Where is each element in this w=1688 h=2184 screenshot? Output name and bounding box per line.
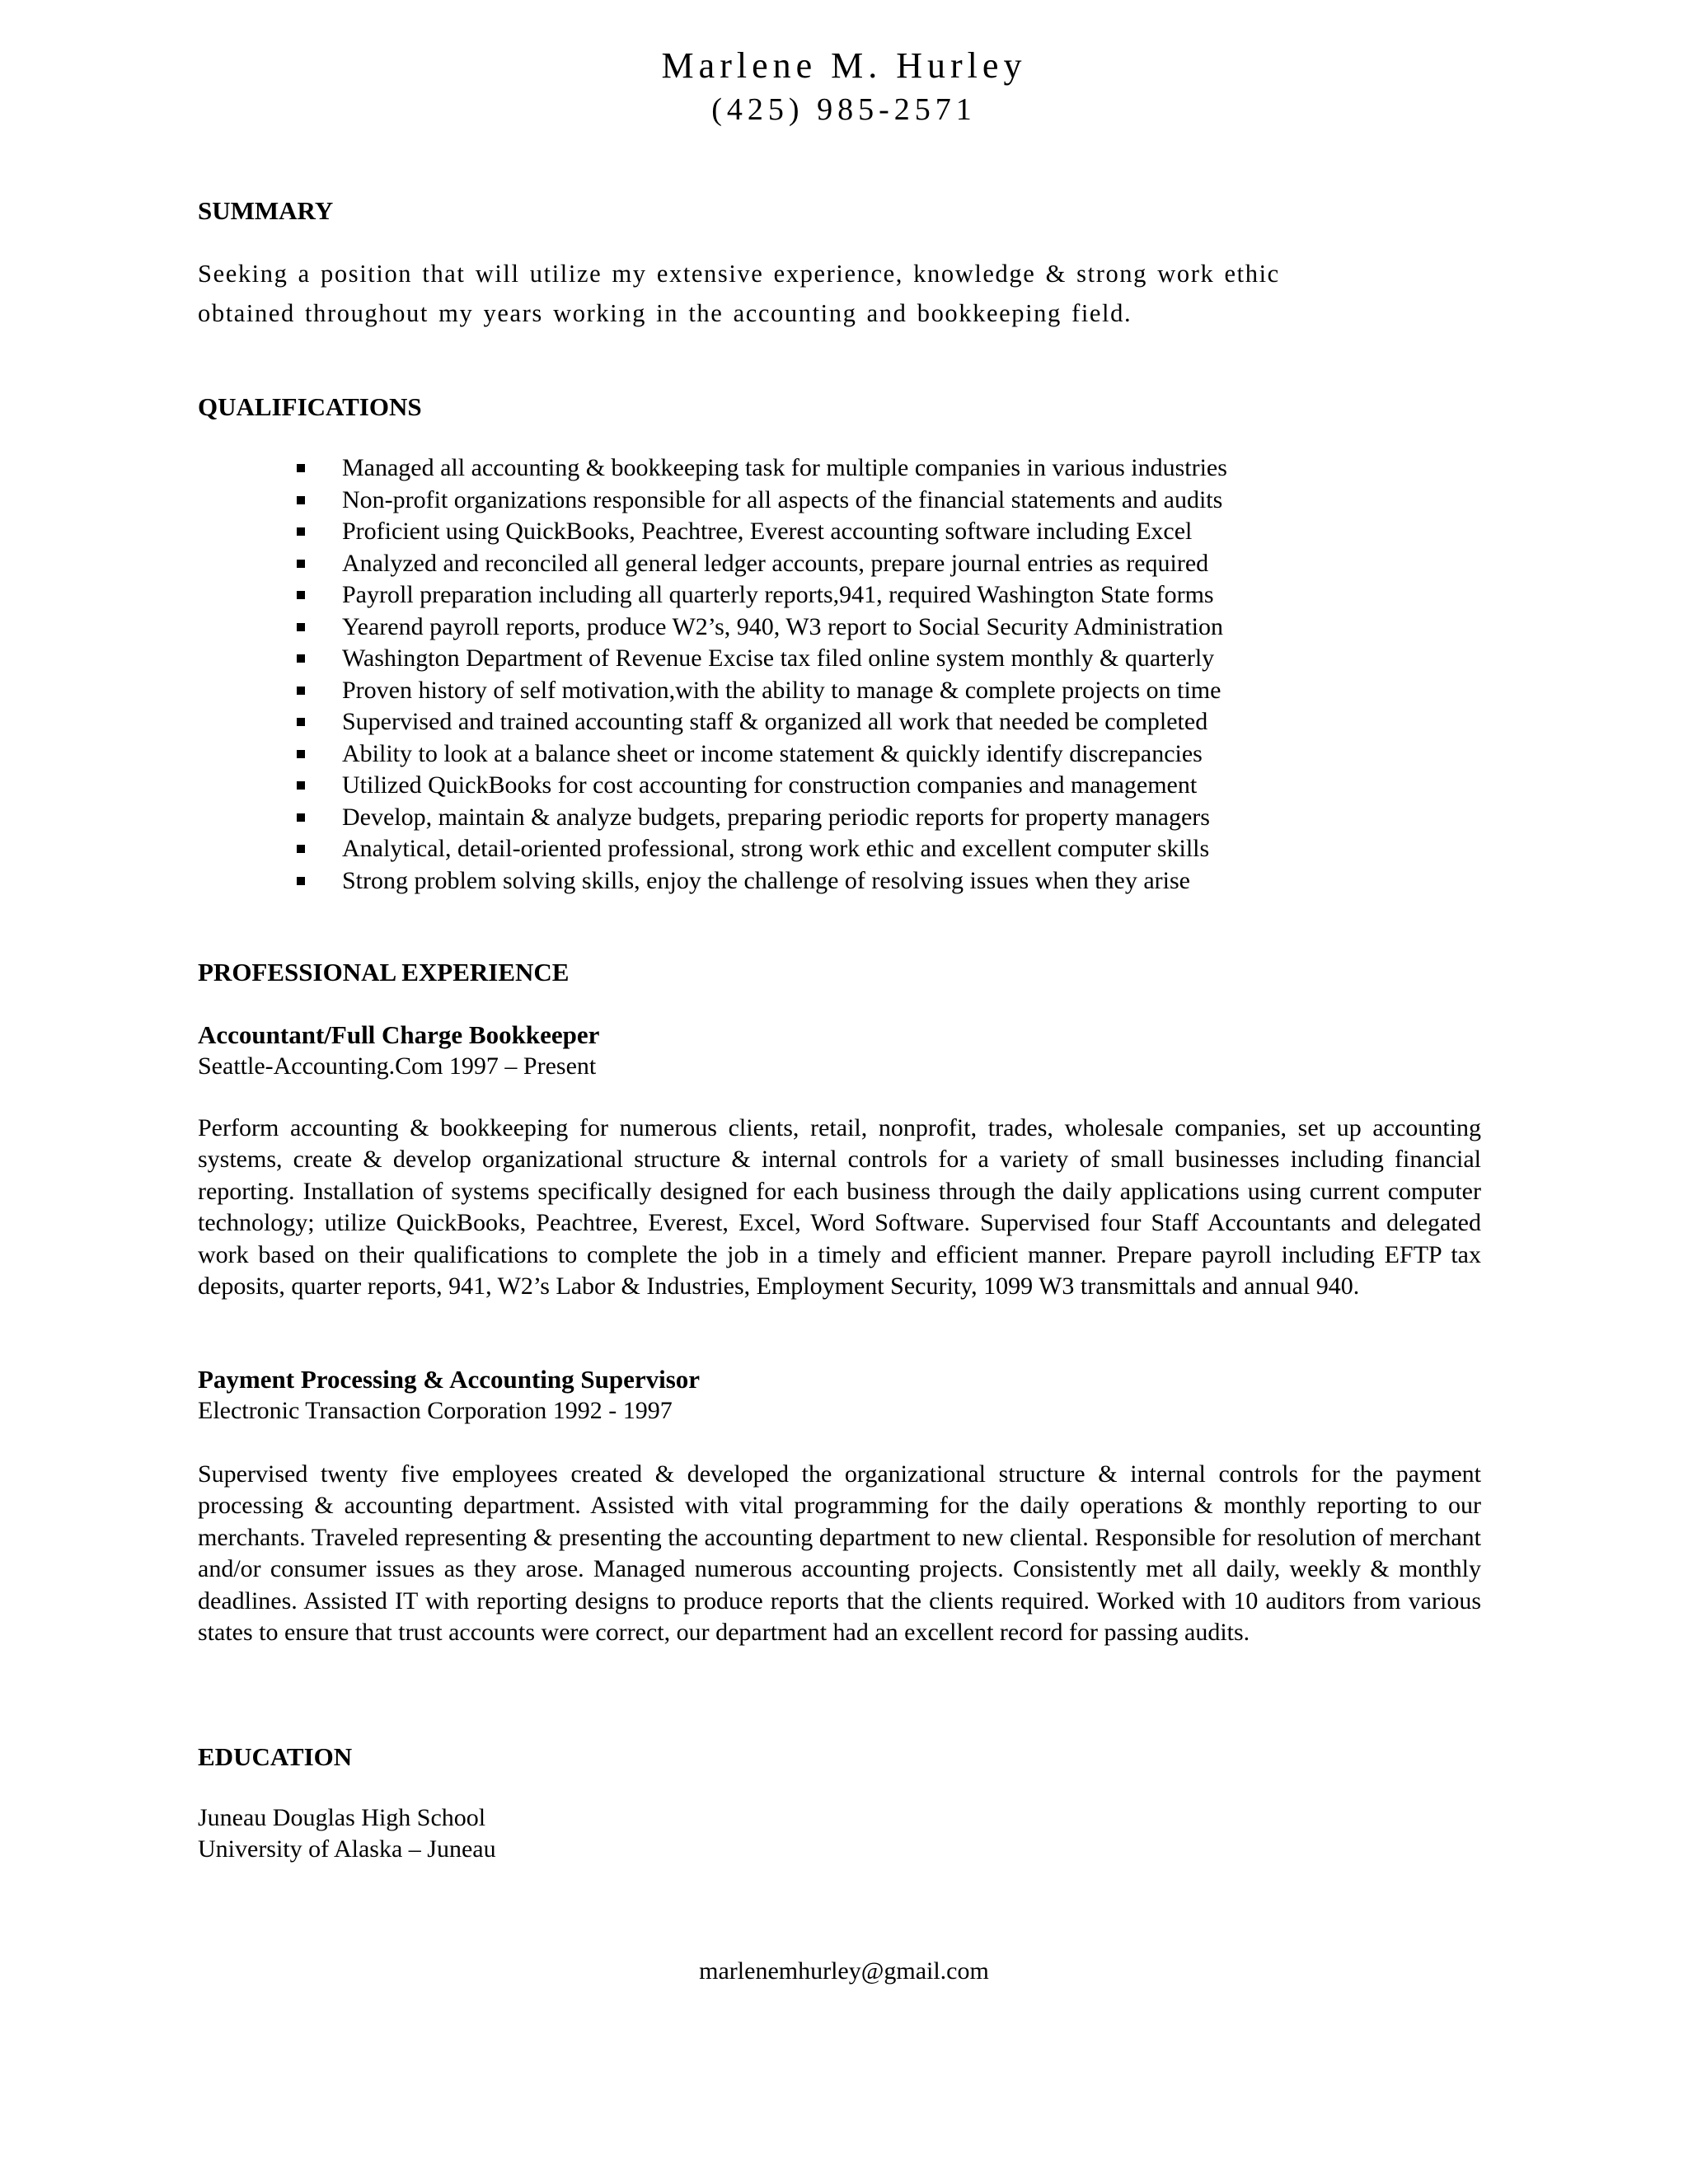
summary-text: Seeking a position that will utilize my extensive experience, knowledge & strong work ethic obtained throughout my years working in the accounting and bookkeeping field.	[198, 260, 1280, 327]
job-company-dates: Seattle-Accounting.Com 1997 – Present	[198, 1052, 597, 1080]
square-bullet-icon	[297, 687, 305, 695]
qualification-text: Analytical, detail-oriented professional, strong work ethic and excellent computer skills	[342, 835, 1210, 862]
qualification-text: Payroll preparation including all quarterly reports,941, required Washington State forms	[342, 581, 1214, 608]
square-bullet-icon	[297, 623, 305, 631]
qualification-item	[293, 516, 1331, 548]
qualification-item	[293, 675, 1331, 707]
qualification-item	[293, 612, 1331, 644]
resume-header	[0, 43, 1688, 130]
square-bullet-icon	[297, 591, 305, 599]
square-bullet-icon	[297, 464, 305, 472]
education-item: Juneau Douglas High School	[198, 1804, 486, 1831]
qualification-text: Proven history of self motivation,with the ability to manage & complete projects on time	[342, 676, 1221, 704]
qualification-text: Non-profit organizations responsible for all aspects of the financial statements and audits	[342, 485, 1223, 513]
qualification-item	[293, 643, 1331, 675]
qualification-item	[293, 738, 1331, 771]
qualification-text: Washington Department of Revenue Excise tax filed online system monthly & quarterly	[342, 644, 1215, 672]
qualification-item	[293, 548, 1331, 580]
summary-heading: SUMMARY	[198, 196, 334, 225]
job-company-dates: Electronic Transaction Corporation 1992 - 1997	[198, 1397, 673, 1424]
qualification-item	[293, 802, 1331, 834]
qualification-item	[293, 770, 1331, 802]
job-title: Accountant/Full Charge Bookkeeper	[198, 1020, 600, 1049]
qualification-text: Ability to look at a balance sheet or income statement & quickly identify discrepancies	[342, 739, 1203, 767]
candidate-name: Marlene M. Hurley	[661, 45, 1027, 86]
job-description: Supervised twenty five employees created & developed the organizational structure & internal controls for the payment processing & accounting department. Assisted with vital programming for the daily operations & monthly reporting to our merchants. Traveled representing & presenting the accounting department to new cliental. Responsible for resolution of merchant and/or consumer issues as they arose. Managed numerous accounting projects. Consistently met all daily, weekly & monthly deadlines. Assisted IT with reporting designs to produce reports that the clients required. Worked with 10 auditors from various states to ensure that trust accounts were correct, our department had an excellent record for passing audits.	[198, 1460, 1481, 1647]
qualification-item	[293, 865, 1331, 898]
qualification-text: Analyzed and reconciled all general ledger accounts, prepare journal entries as required	[342, 549, 1209, 577]
job-description: Perform accounting & bookkeeping for numerous clients, retail, nonprofit, trades, wholesale companies, set up accounting systems, create & develop organizational structure & internal controls for a variety of small businesses including financial reporting. Installation of systems specifically designed for each business through the daily applications using current computer technology; utilize QuickBooks, Peachtree, Everest, Excel, Word Software. Supervised four Staff Accountants and delegated work based on their qualifications to complete the job in a timely and efficient manner. Prepare payroll including EFTP tax deposits, quarter reports, 941, W2’s Labor & Industries, Employment Security, 1099 W3 transmittals and annual 940.	[198, 1114, 1481, 1301]
qualification-item	[293, 833, 1331, 865]
qualification-item	[293, 706, 1331, 738]
qualifications-heading: QUALIFICATIONS	[198, 392, 422, 421]
education-heading: EDUCATION	[198, 1742, 353, 1771]
qualification-item	[293, 579, 1331, 612]
square-bullet-icon	[297, 654, 305, 663]
square-bullet-icon	[297, 781, 305, 790]
square-bullet-icon	[297, 527, 305, 536]
qualification-text: Supervised and trained accounting staff & organized all work that needed be completed	[342, 708, 1208, 735]
square-bullet-icon	[297, 718, 305, 726]
square-bullet-icon	[297, 877, 305, 885]
square-bullet-icon	[297, 750, 305, 758]
qualification-item	[293, 485, 1331, 517]
square-bullet-icon	[297, 496, 305, 504]
job-title: Payment Processing & Accounting Supervisor	[198, 1365, 701, 1394]
contact-email: marlenemhurley@gmail.com	[699, 1957, 989, 1985]
qualification-text: Utilized QuickBooks for cost accounting for construction companies and management	[342, 771, 1198, 799]
qualification-item	[293, 452, 1331, 485]
education-item: University of Alaska – Juneau	[198, 1835, 496, 1863]
qualification-text: Proficient using QuickBooks, Peachtree, Everest accounting software including Excel	[342, 518, 1193, 545]
square-bullet-icon	[297, 813, 305, 822]
qualification-text: Managed all accounting & bookkeeping task for multiple companies in various industries	[342, 454, 1227, 481]
candidate-phone: (425) 985-2571	[711, 92, 977, 127]
experience-heading: PROFESSIONAL EXPERIENCE	[198, 958, 570, 987]
square-bullet-icon	[297, 845, 305, 853]
qualification-text: Strong problem solving skills, enjoy the challenge of resolving issues when they arise	[342, 866, 1190, 894]
qualifications-list	[293, 452, 1331, 897]
qualification-text: Develop, maintain & analyze budgets, preparing periodic reports for property managers	[342, 803, 1210, 831]
square-bullet-icon	[297, 560, 305, 568]
qualification-text: Yearend payroll reports, produce W2’s, 940, W3 report to Social Security Administration	[342, 612, 1223, 640]
